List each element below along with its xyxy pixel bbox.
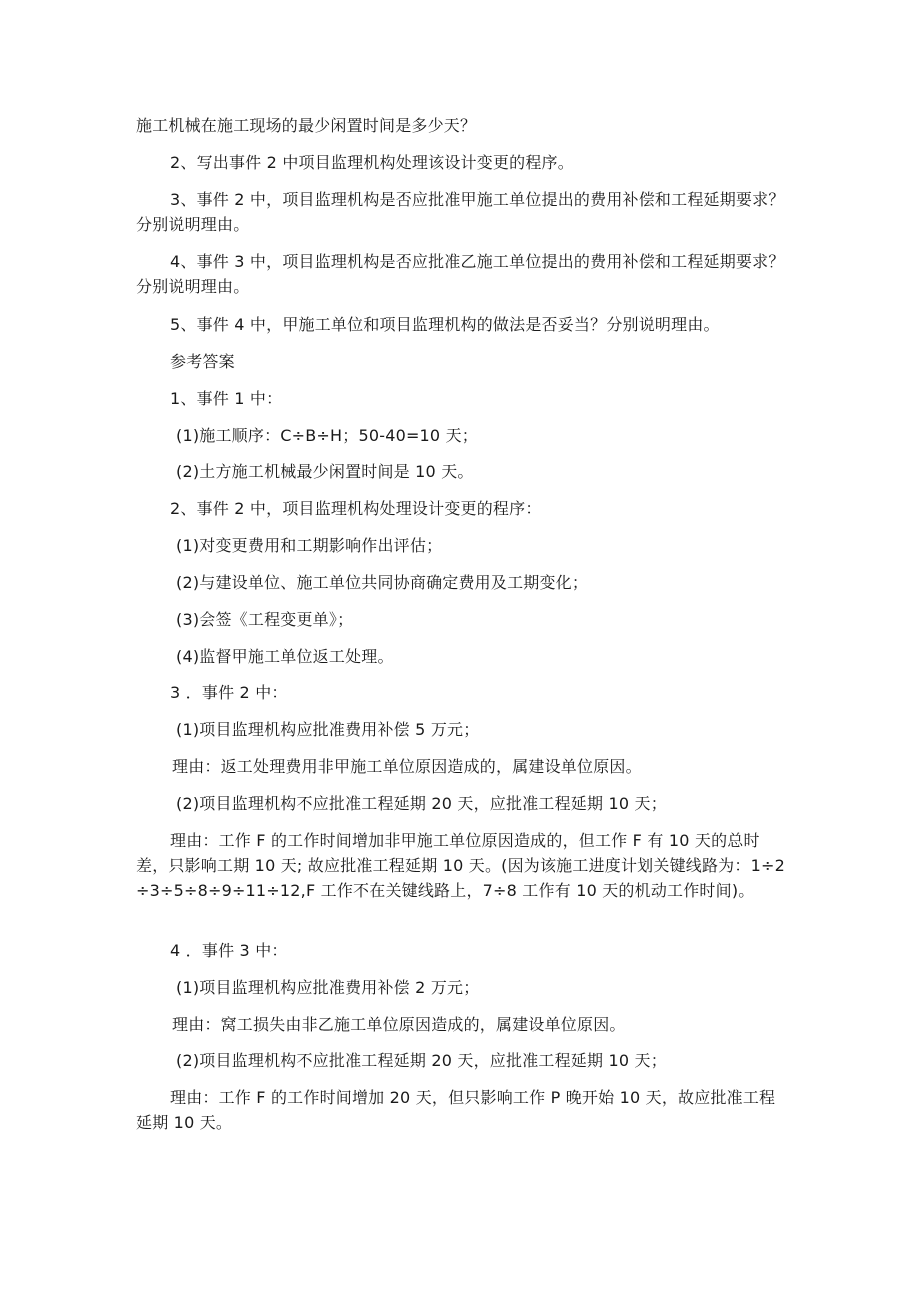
answer-3-heading: 3 ．事件 2 中：: [170, 683, 288, 702]
answer-3-reason-1: 理由：返工处理费用非甲施工单位原因造成的，属建设单位原因。: [172, 757, 642, 776]
question-5: 5、事件 4 中，甲施工单位和项目监理机构的做法是否妥当？分别说明理由。: [170, 315, 720, 334]
answer-2-item-2: (2)与建设单位、施工单位共同协商确定费用及工期变化；: [176, 573, 589, 592]
answer-4-reason-2: 理由：工作 F 的工作时间增加 20 天，但只影响工作 P 晚开始 10 天，故应批准工程延期 10 天。: [136, 1088, 776, 1132]
answer-1-item-2: (2)土方施工机械最少闲置时间是 10 天。: [176, 462, 474, 481]
question-4: 4、事件 3 中，项目监理机构是否应批准乙施工单位提出的费用补偿和工程延期要求？分别说明理由。: [136, 252, 785, 296]
answer-3-item-1: (1)项目监理机构应批准费用补偿 5 万元；: [176, 720, 480, 739]
answer-2-item-1: (1)对变更费用和工期影响作出评估；: [176, 536, 443, 555]
answer-2-item-4: (4)监督甲施工单位返工处理。: [176, 647, 394, 666]
answer-4-heading: 4 ．事件 3 中：: [170, 941, 288, 960]
question-1-tail: 施工机械在施工现场的最少闲置时间是多少天？: [136, 116, 477, 135]
answer-4-item-1: (1)项目监理机构应批准费用补偿 2 万元；: [176, 978, 480, 997]
answer-1-item-1: (1)施工顺序：C÷B÷H；50-40=10 天；: [176, 426, 479, 445]
question-3: 3、事件 2 中，项目监理机构是否应批准甲施工单位提出的费用补偿和工程延期要求？分别说明理由。: [136, 190, 785, 234]
answer-4-reason-1: 理由：窝工损失由非乙施工单位原因造成的，属建设单位原因。: [172, 1015, 626, 1034]
answer-2-item-3: (3)会签《工程变更单》；: [176, 610, 354, 629]
answer-4-item-2: (2)项目监理机构不应批准工程延期 20 天，应批准工程延期 10 天；: [176, 1051, 667, 1070]
reference-answer-heading: 参考答案: [170, 352, 235, 371]
answer-3-item-2: (2)项目监理机构不应批准工程延期 20 天，应批准工程延期 10 天；: [176, 794, 667, 813]
answer-1-heading: 1、事件 1 中：: [170, 389, 283, 408]
answer-2-heading: 2、事件 2 中，项目监理机构处理设计变更的程序：: [170, 499, 542, 518]
question-2: 2、写出事件 2 中项目监理机构处理该设计变更的程序。: [170, 153, 574, 172]
answer-3-reason-2: 理由：工作 F 的工作时间增加非甲施工单位原因造成的，但工作 F 有 10 天的总时差，只影响工期 10 天; 故应批准工程延期 10 天。(因为该施工进度计划关键线路为：1÷2÷3÷5÷8÷9÷11÷12,F 工作不在关键线路上，7÷8 工作有 10 天的机动工作时间)。: [136, 831, 785, 900]
